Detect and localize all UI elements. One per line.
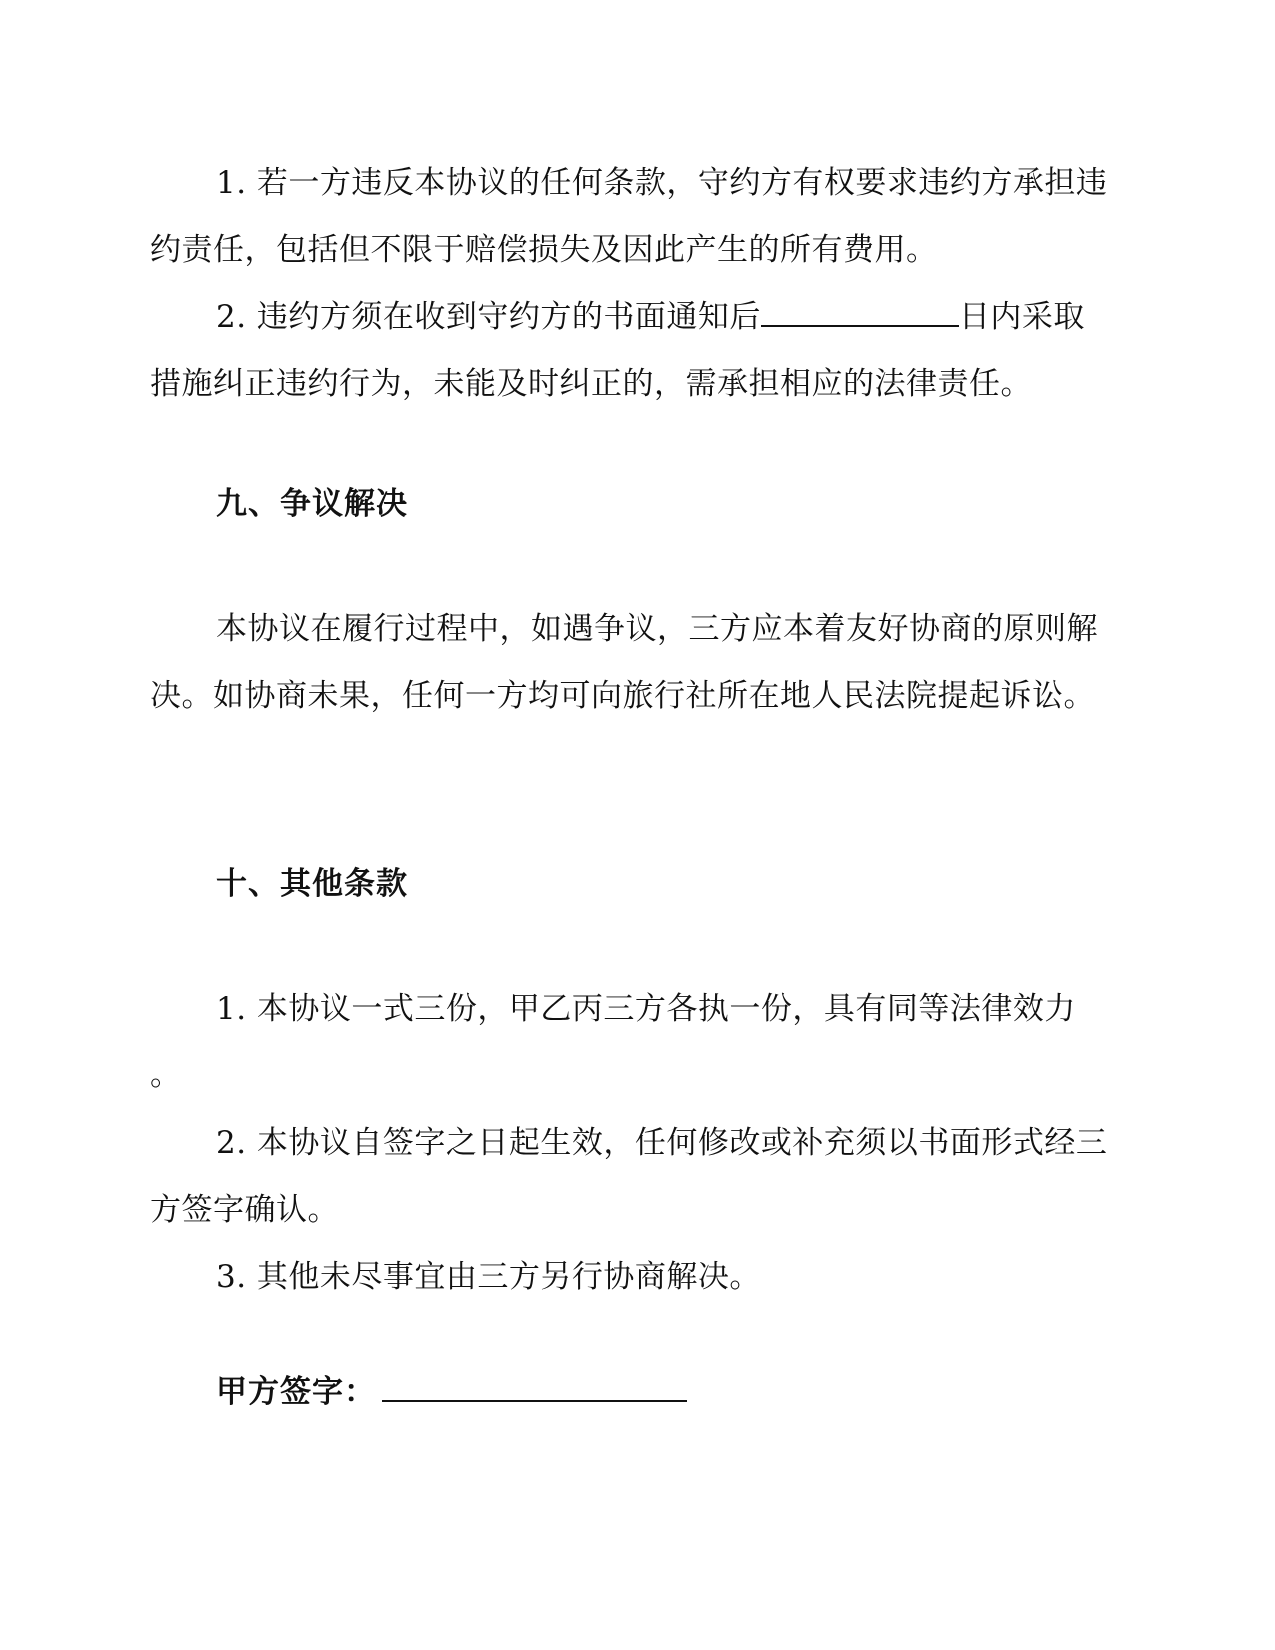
- section-9-heading: 九、争议解决: [216, 486, 408, 522]
- breach-clause-2-end: 日内采取措施纠正违约行为，未能及时纠正的，需承担相应的法律责任。: [150, 299, 1085, 402]
- breach-clause-2: [150, 284, 1115, 418]
- section-9-body: 本协议在履行过程中，如遇争议，三方应本着友好协商的原则解决。如协商未果，任何一方均可向旅行社所在地人民法院提起诉讼。: [150, 611, 1098, 714]
- days-blank-field[interactable]: [761, 294, 959, 327]
- party-a-signature-label: 甲方签字：: [216, 1374, 376, 1410]
- party-a-signature-row: [216, 1366, 687, 1411]
- party-a-signature-field[interactable]: [382, 1370, 687, 1402]
- other-clause-1: 1. 本协议一式三份，甲乙丙三方各执一份，具有同等法律效力: [216, 991, 1076, 1027]
- other-clause-2: 2. 本协议自签字之日起生效，任何修改或补充须以书面形式经三方签字确认。: [150, 1125, 1108, 1228]
- section-10-heading: 十、其他条款: [216, 866, 408, 902]
- other-clause-1-tail: 。: [150, 1057, 182, 1093]
- other-clause-3: 3. 其他未尽事宜由三方另行协商解决。: [216, 1259, 761, 1295]
- breach-clause-1: 1. 若一方违反本协议的任何条款，守约方有权要求违约方承担违约责任，包括但不限于赔偿损失及因此产生的所有费用。: [150, 165, 1108, 268]
- breach-clause-2-start: 2. 违约方须在收到守约方的书面通知后: [216, 299, 761, 335]
